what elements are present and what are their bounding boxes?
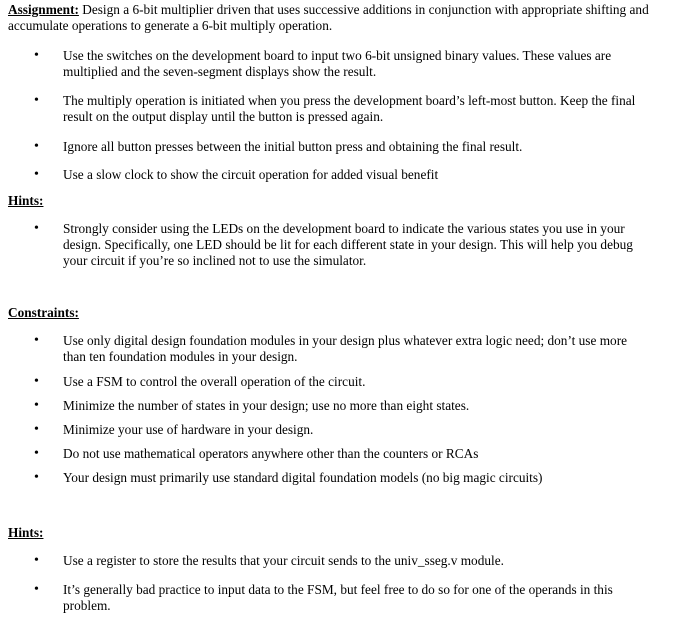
list-item (34, 333, 653, 365)
list-item-text: Use a register to store the results that your circuit sends to the univ_sseg.v module. (63, 553, 504, 568)
list-item (34, 167, 653, 183)
list-item (34, 93, 653, 125)
list-item-text: Strongly consider using the LEDs on the development board to indicate the various states you use in your design. Specifically, one LED should be lit for each different state in your design. This will help you debug your circuit if you’re so inclined not to use the simulator. (63, 221, 633, 268)
list-item-text: Minimize your use of hardware in your design. (63, 422, 314, 437)
list-item-text: It’s generally bad practice to input data to the FSM, but feel free to do so for one of the operands in this problem. (63, 582, 613, 613)
bullet-icon: • (34, 422, 39, 437)
assignment-heading: Assignment: (8, 2, 79, 17)
list-item (34, 48, 653, 80)
constraints-heading: Constraints: (8, 305, 79, 320)
bullet-icon: • (34, 93, 39, 108)
list-item-text: Do not use mathematical operators anywhere other than the counters or RCAs (63, 446, 479, 461)
list-item (34, 374, 653, 390)
bullet-icon: • (34, 333, 39, 348)
list-item-text: Use only digital design foundation modules in your design plus whatever extra logic need; don’t use more than ten foundation modules in your design. (63, 333, 628, 364)
bullet-icon: • (34, 374, 39, 389)
list-item (34, 422, 653, 438)
list-item-text: Use a slow clock to show the circuit operation for added visual benefit (63, 167, 439, 182)
bullet-icon: • (34, 398, 39, 413)
list-item-text: Use the switches on the development board to input two 6-bit unsigned binary values. These values are multiplied and the seven-segment displays show the result. (63, 48, 612, 79)
list-item-text: Use a FSM to control the overall operation of the circuit. (63, 374, 366, 389)
list-item (34, 446, 653, 462)
bullet-icon: • (34, 221, 39, 236)
bullet-icon: • (34, 139, 39, 154)
list-item (34, 470, 653, 486)
bullet-icon: • (34, 446, 39, 461)
list-item-text: Ignore all button presses between the initial button press and obtaining the final result. (63, 139, 523, 154)
bullet-icon: • (34, 470, 39, 485)
list-item-text: Your design must primarily use standard digital foundation models (no big magic circuits) (63, 470, 543, 485)
list-item (34, 139, 653, 155)
bullet-icon: • (34, 553, 39, 568)
bullet-icon: • (34, 582, 39, 597)
assignment-paragraph (8, 2, 658, 34)
list-item (34, 221, 653, 269)
list-item-text: Minimize the number of states in your design; use no more than eight states. (63, 398, 470, 413)
bullet-icon: • (34, 167, 39, 182)
list-item (34, 553, 653, 569)
assignment-text: Design a 6-bit multiplier driven that uses successive additions in conjunction with appropriate shifting and accumulate operations to generate a 6-bit multiply operation. (8, 2, 649, 33)
bullet-icon: • (34, 48, 39, 63)
hints-heading: Hints: (8, 525, 44, 540)
list-item (34, 398, 653, 414)
list-item (34, 582, 653, 614)
hints-heading: Hints: (8, 193, 44, 208)
list-item-text: The multiply operation is initiated when you press the development board’s left-most button. Keep the final result on the output display until the button is pressed again. (63, 93, 636, 124)
